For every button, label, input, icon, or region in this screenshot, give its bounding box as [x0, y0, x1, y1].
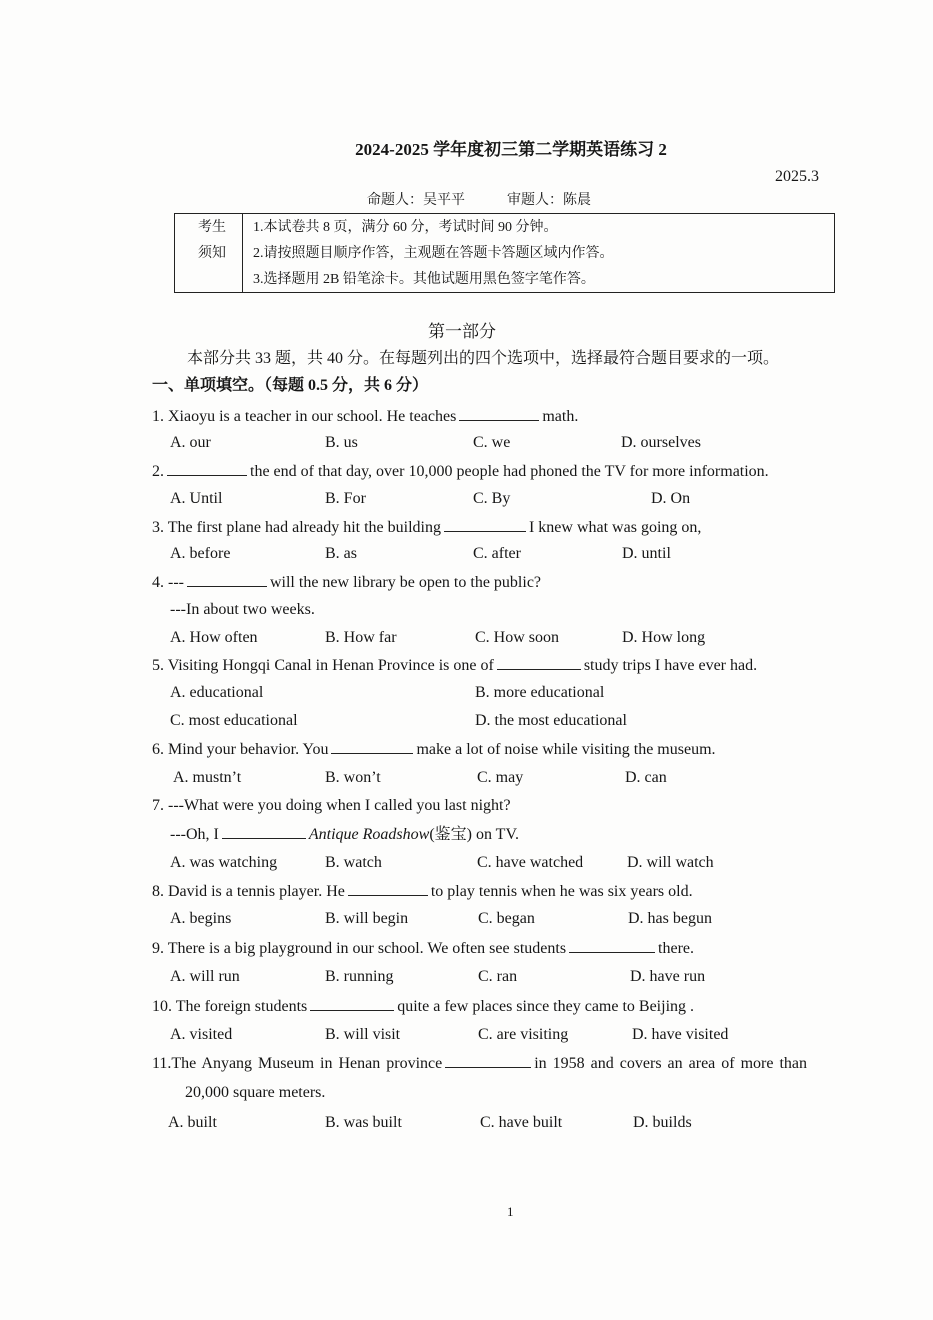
question-text: 8. David is a tennis player. He [152, 883, 345, 900]
answer-option[interactable]: B. How far [325, 629, 397, 646]
answer-blank [187, 572, 267, 587]
answer-option[interactable]: B. won’t [325, 769, 381, 786]
answer-blank [310, 996, 394, 1011]
answer-option[interactable]: B. as [325, 545, 357, 562]
question-text: 7. ---What were you doing when I called you last night? [152, 797, 511, 814]
answer-option[interactable]: C. By [473, 490, 511, 507]
answer-option[interactable]: A. mustn’t [173, 769, 242, 786]
question-text: 3. The first plane had already hit the building [152, 519, 441, 536]
notice-label-1: 考生 [198, 220, 226, 235]
answer-option[interactable]: A. visited [170, 1026, 233, 1043]
notice-item: 2.请按照题目顺序作答，主观题在答题卡答题区域内作答。 [253, 246, 614, 261]
question-stem [152, 938, 694, 959]
answer-blank [444, 517, 526, 532]
answer-option[interactable]: A. built [168, 1114, 217, 1131]
question-text: will the new library be open to the public? [269, 574, 542, 591]
part-title: 第一部分 [428, 322, 496, 341]
notice-item: 3.选择题用 2B 铅笔涂卡。其他试题用黑色签字笔作答。 [253, 272, 595, 287]
reply-text: (鉴宝) on TV. [429, 826, 519, 843]
question-reply [170, 824, 519, 845]
answer-option[interactable]: D. has begun [628, 910, 712, 927]
answer-option[interactable]: D. On [651, 490, 691, 507]
answer-option[interactable]: A. our [170, 434, 211, 451]
exam-date: 2025.3 [775, 168, 819, 185]
reviewer: 审题人：陈晨 [507, 193, 591, 208]
answer-blank [331, 739, 413, 754]
answer-option[interactable]: B. running [325, 968, 394, 985]
answer-option[interactable]: A. was watching [170, 854, 278, 871]
question-stem [152, 796, 511, 816]
answer-option[interactable]: C. may [477, 769, 524, 786]
answer-option[interactable]: D. have run [630, 968, 706, 985]
question-text: study trips I have ever had. [583, 657, 758, 674]
answer-option[interactable]: D. the most educational [475, 712, 627, 729]
answer-blank [569, 938, 655, 953]
question-text: in 1958 and covers an area of more than [534, 1055, 808, 1072]
question-text: 10. The foreign students [152, 998, 308, 1015]
page-number: 1 [507, 1204, 514, 1219]
answer-option[interactable]: C. ran [478, 968, 518, 985]
answer-option[interactable]: A. before [170, 545, 231, 562]
question-stem [152, 1053, 868, 1074]
answer-blank [497, 655, 581, 670]
answer-option[interactable]: B. us [325, 434, 358, 451]
question-reply: ---In about two weeks. [170, 601, 315, 618]
answer-option[interactable]: D. have visited [632, 1026, 729, 1043]
question-text: 2. [152, 463, 164, 480]
answer-option[interactable]: B. will visit [325, 1026, 401, 1043]
question-text: 9. There is a big playground in our school. We often see students [152, 940, 567, 957]
answer-option[interactable]: A. Until [170, 490, 223, 507]
section-heading: 一、单项填空。（每题 0.5 分，共 6 分） [152, 377, 429, 394]
question-stem [152, 406, 578, 427]
question-text: 4. --- [152, 574, 184, 591]
notice-item: 1.本试卷共 8 页，满分 60 分，考试时间 90 分钟。 [253, 220, 558, 235]
answer-option[interactable]: A. How often [170, 629, 258, 646]
answer-blank [459, 406, 539, 421]
question-text: math. [542, 408, 579, 425]
reply-text: ---Oh, I [170, 826, 219, 843]
answer-option[interactable]: D. until [622, 545, 671, 562]
answer-option[interactable]: D. builds [633, 1114, 692, 1131]
answer-option[interactable]: A. begins [170, 910, 232, 927]
author: 命题人：吴平平 [367, 193, 465, 208]
answer-blank [445, 1053, 531, 1068]
question-text: quite a few places since they came to Beijing . [397, 998, 695, 1015]
answer-option[interactable]: B. more educational [475, 684, 605, 701]
question-text: 1. Xiaoyu is a teacher in our school. He teaches [152, 408, 457, 425]
exam-title: 2024-2025 学年度初三第二学期英语练习 2 [355, 140, 667, 159]
answer-option[interactable]: A. educational [170, 684, 264, 701]
question-continuation: 20,000 square meters. [185, 1084, 326, 1101]
question-text: the end of that day, over 10,000 people had phoned the TV for more information. [250, 463, 769, 480]
answer-option[interactable]: B. will begin [325, 910, 409, 927]
question-stem [152, 739, 716, 760]
question-text: to play tennis when he was six years old. [430, 883, 693, 900]
answer-option[interactable]: C. most educational [170, 712, 298, 729]
question-stem [152, 996, 694, 1017]
answer-option[interactable]: C. we [473, 434, 511, 451]
question-stem [152, 461, 769, 482]
question-text: there. [658, 940, 695, 957]
answer-option[interactable]: D. ourselves [621, 434, 701, 451]
question-text: 5. Visiting Hongqi Canal in Henan Province is one of [152, 657, 494, 674]
answer-option[interactable]: A. will run [170, 968, 240, 985]
answer-option[interactable]: D. How long [622, 629, 706, 646]
answer-option[interactable]: B. For [325, 490, 366, 507]
answer-option[interactable]: C. after [473, 545, 521, 562]
question-text: 11.The Anyang Museum in Henan province [152, 1055, 443, 1072]
answer-option[interactable]: C. have built [480, 1114, 563, 1131]
part-intro: 本部分共 33 题，共 40 分。在每题列出的四个选项中，选择最符合题目要求的一项。 [187, 350, 780, 367]
program-title: Antique Roadshow [308, 826, 430, 843]
answer-option[interactable]: C. are visiting [478, 1026, 569, 1043]
answer-option[interactable]: B. watch [325, 854, 382, 871]
answer-option[interactable]: D. can [625, 769, 667, 786]
answer-blank [222, 824, 306, 839]
question-text: 6. Mind your behavior. You [152, 741, 329, 758]
answer-option[interactable]: D. will watch [627, 854, 714, 871]
question-stem [152, 655, 757, 676]
notice-label-2: 须知 [198, 246, 226, 261]
answer-blank [348, 881, 428, 896]
question-stem [152, 881, 693, 902]
answer-option[interactable]: C. began [478, 910, 535, 927]
question-stem [152, 517, 701, 538]
question-stem [152, 572, 541, 593]
question-text: I knew what was going on, [528, 519, 702, 536]
answer-blank [167, 461, 247, 476]
answer-option[interactable]: C. How soon [475, 629, 560, 646]
answer-option[interactable]: C. have watched [477, 854, 584, 871]
question-text: make a lot of noise while visiting the museum. [416, 741, 716, 758]
answer-option[interactable]: B. was built [325, 1114, 402, 1131]
